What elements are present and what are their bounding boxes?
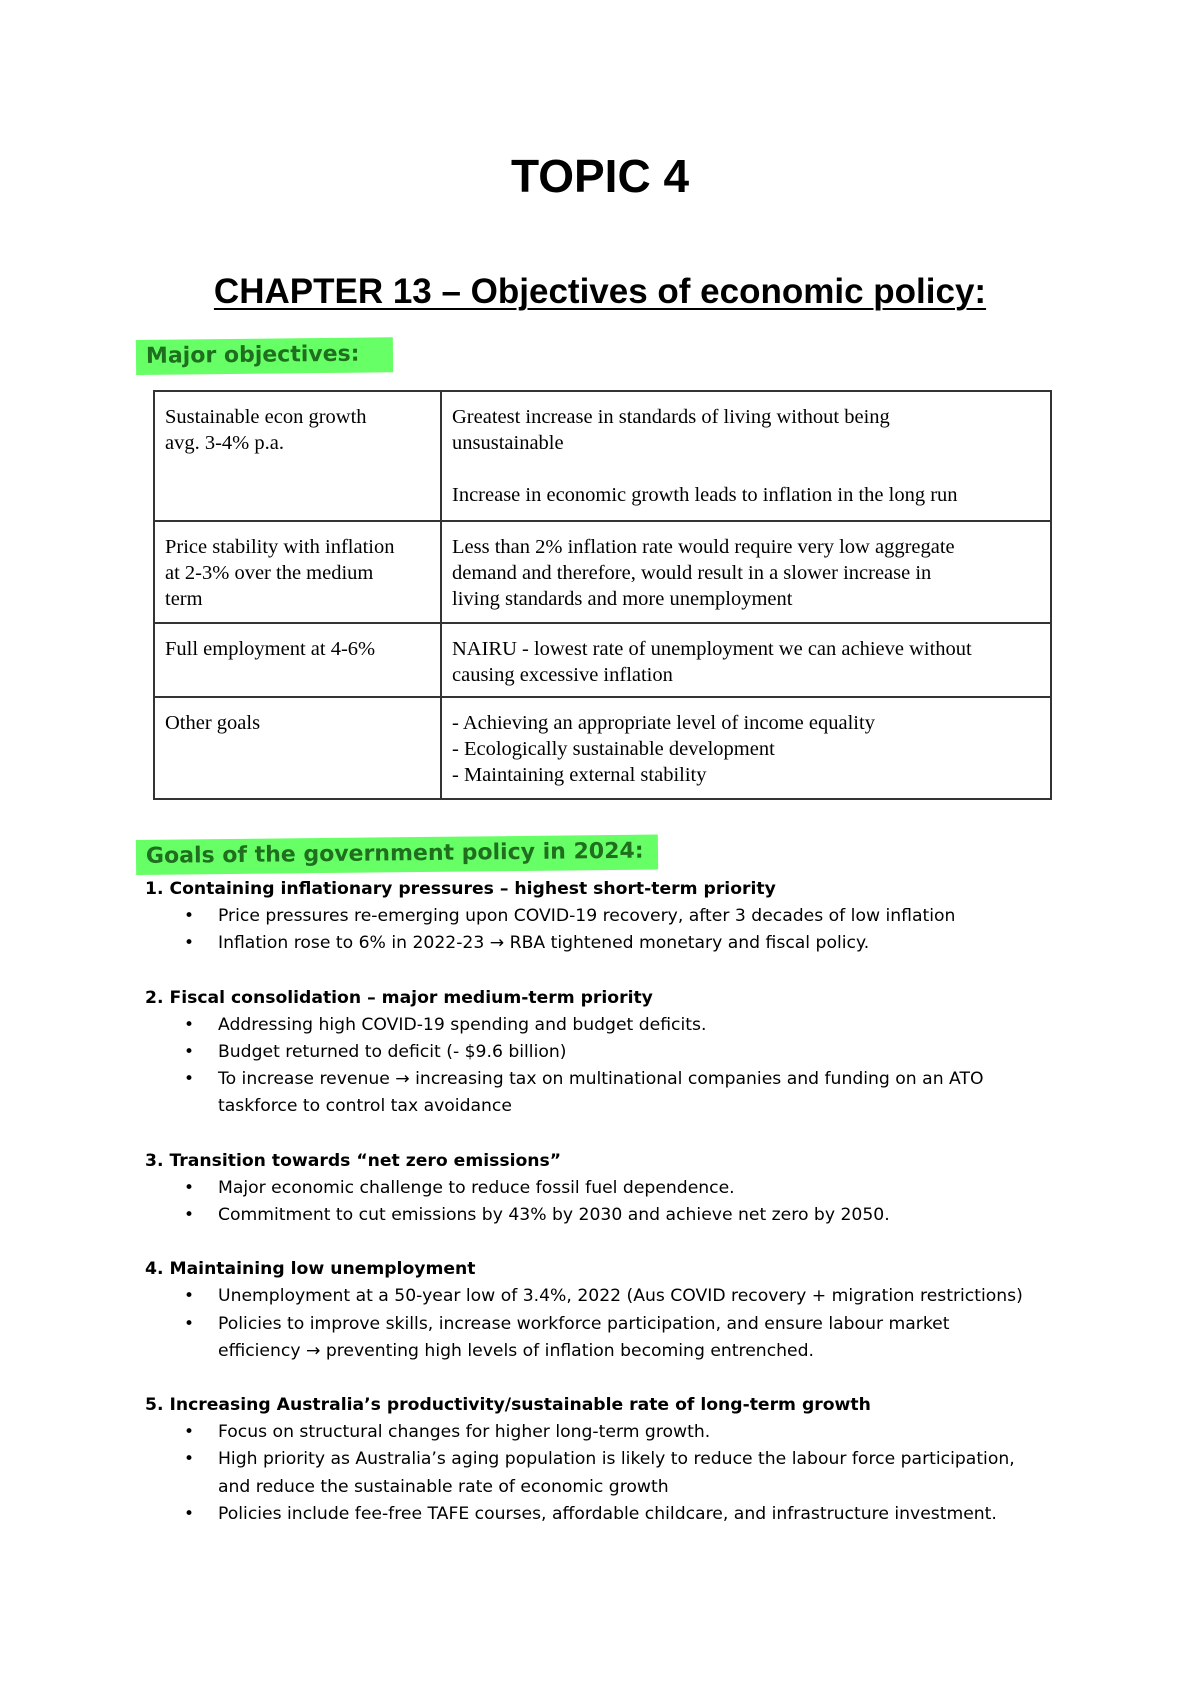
goal-bullet-list [145,1012,1085,1121]
table-row [154,623,1051,697]
cell-line: Increase in economic growth leads to inflation in the long run [452,484,958,506]
description-cell [441,697,1051,799]
bullet-icon: • [184,1286,195,1307]
cell-line: Greatest increase in standards of living without being [452,406,890,428]
list-item-text: taskforce to control tax avoidance [218,1096,512,1117]
list-item-text: Focus on structural changes for higher long-term growth. [218,1422,711,1443]
list-item-text: Policies to improve skills, increase workforce participation, and ensure labour market [218,1313,950,1334]
cell-line: living standards and more unemployment [452,588,793,610]
list-item-text: To increase revenue → increasing tax on multinational companies and funding on an ATO [218,1069,984,1090]
goal-block [145,985,1085,1121]
page-title: TOPIC 4 [510,150,690,202]
bullet-icon: • [184,1205,195,1226]
goal-bullet-list [145,903,1085,957]
list-item-text: High priority as Australia’s aging population is likely to reduce the labour force participation, [218,1449,1015,1470]
objective-cell [154,623,441,697]
goal-heading: 2. Fiscal consolidation – major medium-term priority [145,987,653,1008]
goal-block [145,1392,1085,1528]
cell-line: Full employment at 4-6% [165,638,376,660]
list-item [145,903,1085,930]
goal-heading: 1. Containing inflationary pressures – highest short-term priority [145,879,776,899]
cell-line: term [165,588,203,610]
bullet-icon: • [184,1069,195,1090]
list-item-text: Addressing high COVID-19 spending and budget deficits. [218,1014,707,1035]
description-cell [441,391,1051,521]
list-item-text: Price pressures re-emerging upon COVID-19 recovery, after 3 decades of low inflation [218,906,956,927]
objective-cell [154,391,441,521]
goal-block [145,1256,1085,1365]
bullet-icon: • [184,1422,195,1443]
list-item [145,930,1085,957]
goal-bullet-list [145,1175,1085,1229]
list-item-text: Inflation rose to 6% in 2022-23 → RBA tightened monetary and fiscal policy. [218,933,870,954]
list-item [145,1175,1085,1202]
cell-line [452,456,1040,482]
bullet-icon: • [184,1503,195,1524]
description-cell [441,521,1051,623]
cell-line: - Maintaining external stability [452,764,707,786]
table-row [154,391,1051,521]
bullet-icon: • [184,1313,195,1334]
goal-block [145,1148,1085,1230]
list-item-text: Major economic challenge to reduce fossil fuel dependence. [218,1177,735,1198]
cell-line: avg. 3-4% p.a. [165,432,284,454]
objective-cell [154,697,441,799]
goal-bullet-list [145,1283,1085,1365]
goal-block [145,876,1085,958]
cell-line: Less than 2% inflation rate would require very low aggregate [452,536,955,558]
bullet-icon: • [184,1177,195,1198]
table-row [154,697,1051,799]
goal-heading: 3. Transition towards “net zero emissions” [145,1150,562,1171]
bullet-icon: • [184,906,195,927]
list-item-text: Unemployment at a 50-year low of 3.4%, 2022 (Aus COVID recovery + migration restrictions) [218,1286,1023,1307]
cell-line: demand and therefore, would result in a slower increase in [452,562,932,584]
goal-heading: 5. Increasing Australia’s productivity/sustainable rate of long-term growth [145,1395,871,1416]
table-row [154,521,1051,623]
goals-list [145,876,1085,1555]
cell-line: at 2-3% over the medium [165,562,374,584]
list-item-text: Commitment to cut emissions by 43% by 2030 and achieve net zero by 2050. [218,1205,890,1226]
list-item [145,1012,1085,1039]
list-item [145,1419,1085,1446]
cell-line: - Achieving an appropriate level of income equality [452,712,875,734]
list-item [145,1066,1085,1120]
goal-bullet-list [145,1419,1085,1528]
objectives-table [153,390,1052,800]
cell-line: - Ecologically sustainable development [452,738,775,760]
cell-line: Other goals [165,712,261,734]
bullet-icon: • [184,1042,195,1063]
goal-heading: 4. Maintaining low unemployment [145,1259,476,1280]
bullet-icon: • [184,1014,195,1035]
list-item [145,1039,1085,1066]
bullet-icon: • [184,1449,195,1470]
list-item-text: and reduce the sustainable rate of economic growth [218,1476,669,1497]
list-item [145,1283,1085,1310]
list-item [145,1311,1085,1365]
list-item [145,1446,1085,1500]
list-item-text: efficiency → preventing high levels of inflation becoming entrenched. [218,1340,814,1361]
cell-line: unsustainable [452,432,564,454]
description-cell [441,623,1051,697]
list-item [145,1501,1085,1528]
list-item-text: Policies include fee-free TAFE courses, affordable childcare, and infrastructure investment. [218,1503,997,1524]
chapter-title: CHAPTER 13 – Objectives of economic policy: [213,272,987,311]
list-item [145,1202,1085,1229]
cell-line: NAIRU - lowest rate of unemployment we can achieve without [452,638,972,660]
goals-2024-heading: Goals of the government policy in 2024: [136,835,658,875]
cell-line: causing excessive inflation [452,664,673,686]
cell-line: Sustainable econ growth [165,406,367,428]
major-objectives-heading: Major objectives: [136,337,394,375]
cell-line: Price stability with inflation [165,536,395,558]
bullet-icon: • [184,933,195,954]
objective-cell [154,521,441,623]
list-item-text: Budget returned to deficit (- $9.6 billion) [218,1042,567,1063]
